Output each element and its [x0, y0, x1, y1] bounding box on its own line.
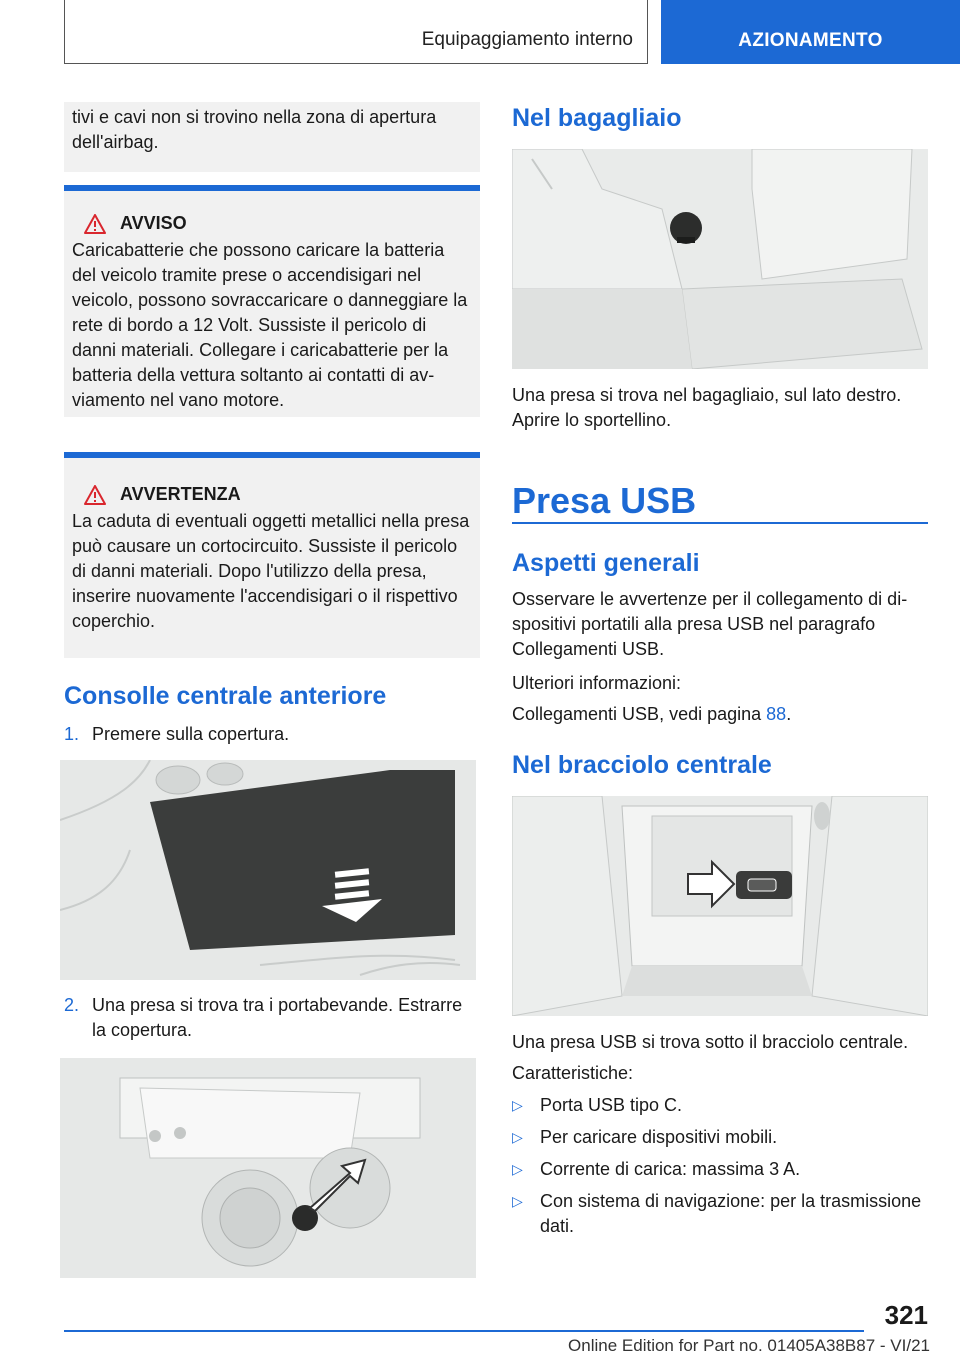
warning-triangle-icon — [84, 485, 106, 505]
usb-link-suffix: . — [786, 704, 792, 724]
list-item — [512, 1189, 928, 1239]
feature-text: Per caricare dispositivi mobili. — [540, 1127, 778, 1147]
avviso-box — [64, 185, 480, 417]
header-section-title — [64, 0, 648, 64]
console-cover-illustration — [60, 760, 476, 980]
avvertenza-text: La caduta di eventuali oggetti metallici nella presa può causare un cortocircuito. Sussiste il pericolo di danni materiali. Dopo l'utilizzo della presa, inserire nuovamente l'accendisigari o il rispettivo coperchio. — [72, 511, 470, 631]
header-chapter-tab[interactable] — [661, 0, 960, 64]
intro-text: tivi e cavi non si trovino nella zona di apertura dell'airbag. — [72, 107, 437, 152]
more-info-label: Ulteriori informazioni: — [512, 673, 682, 693]
armrest-usb-illustration — [512, 796, 928, 1016]
header-chapter-label: AZIONAMENTO — [738, 30, 883, 51]
feature-list — [512, 1093, 928, 1239]
avvertenza-panel — [64, 458, 480, 658]
step-1-number: 1. — [64, 724, 80, 744]
avvertenza-title: AVVERTENZA — [120, 484, 241, 504]
trunk-socket-illustration — [512, 149, 928, 369]
triangle-bullet-icon: ▷ — [512, 1161, 523, 1177]
list-item — [512, 1125, 928, 1150]
feature-text: Con sistema di navigazione: per la trasmissione dati. — [540, 1191, 922, 1236]
step-2-number: 2. — [64, 995, 80, 1015]
features-label: Caratteristiche: — [512, 1063, 634, 1083]
avvertenza-box — [64, 452, 480, 658]
page-88-link[interactable]: 88 — [766, 704, 787, 724]
avvertenza-heading — [72, 484, 472, 505]
general-heading: Aspetti generali — [512, 549, 700, 577]
page-number: 321 — [884, 1300, 928, 1330]
feature-text: Porta USB tipo C. — [540, 1095, 683, 1115]
usb-heading-rule — [512, 522, 928, 524]
trunk-text: Una presa si trova nel bagagliaio, sul lato destro. Aprire lo sportellino. — [512, 385, 902, 430]
warning-triangle-icon — [84, 214, 106, 234]
avviso-panel — [64, 191, 480, 417]
feature-text: Corrente di carica: massima 3 A. — [540, 1159, 801, 1179]
step-1-text: Premere sulla copertura. — [92, 724, 290, 744]
usb-link-prefix: Collegamenti USB, vedi pagina — [512, 704, 767, 724]
step-2-text: Una presa si trova tra i portabevande. Estrarre la copertura. — [92, 995, 463, 1040]
avviso-heading — [72, 213, 472, 234]
triangle-bullet-icon: ▷ — [512, 1193, 523, 1209]
list-item — [512, 1093, 928, 1118]
step-1 — [64, 722, 480, 747]
triangle-bullet-icon: ▷ — [512, 1129, 523, 1145]
intro-box — [64, 102, 480, 172]
general-text: Osservare le avvertenze per il collegamento di dispositivi portatili alla presa USB nel paragrafo Collegamenti USB. — [512, 589, 908, 659]
console-heading: Consolle centrale anteriore — [64, 682, 387, 710]
cupholder-socket-illustration — [60, 1058, 476, 1278]
header-section-label: Equipaggiamento interno — [421, 29, 633, 50]
armrest-text: Una presa USB si trova sotto il bracciolo centrale. — [512, 1032, 909, 1052]
step-2 — [64, 993, 480, 1043]
armrest-heading: Nel bracciolo centrale — [512, 751, 772, 779]
trunk-heading: Nel bagagliaio — [512, 104, 682, 132]
avviso-text: Caricabatterie che possono caricare la batteria del veicolo tramite prese o accendisigari nel veicolo, possono sovraccaricare o danneggiare la rete di bordo a 12 Volt. Sussiste il pericolo di danni materiali. Collegare i caricabatterie per la batteria della vettura soltanto ai contatti di avviamento nel vano motore. — [72, 240, 468, 410]
footer-rule — [64, 1330, 864, 1332]
triangle-bullet-icon: ▷ — [512, 1097, 523, 1113]
usb-link-line — [512, 702, 928, 727]
edition-footer: Online Edition for Part no. 01405A38B87 - VI/21 — [568, 1336, 930, 1355]
usb-heading: Presa USB — [512, 480, 697, 521]
avviso-title: AVVISO — [120, 213, 187, 233]
list-item — [512, 1157, 928, 1182]
